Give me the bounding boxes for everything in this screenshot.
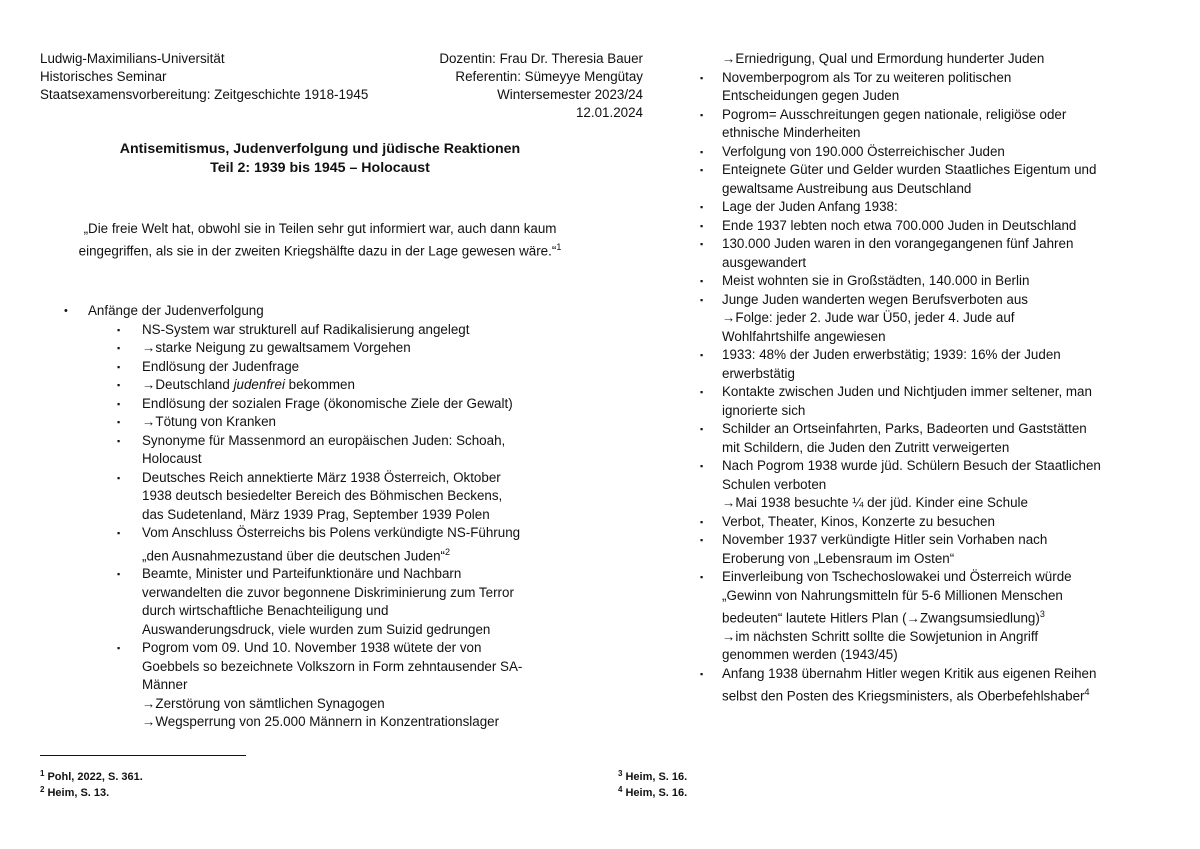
bullet-square-icon: ▪: [700, 294, 704, 305]
left-column: [40, 302, 640, 732]
list-item: ▪ Ende 1937 lebten noch etwa 700.000 Juden in Deutschland: [700, 217, 1180, 236]
bullet-square-icon: ▪: [700, 461, 704, 471]
list-item-continuation: →Erniedrigung, Qual und Ermordung hunderter Juden: [722, 51, 1045, 66]
list-item: ▪ Enteignete Güter und Gelder wurden Staatliches Eigentum und gewaltsame Austreibung aus Deutschland: [700, 162, 1097, 196]
list-item: ▪ →Deutschland judenfrei bekommen: [40, 376, 640, 395]
bullet-square-icon: ▪: [117, 472, 121, 483]
list-item: ▪ Meist wohnten sie in Großstädten, 140.000 in Berlin: [700, 272, 1180, 291]
presenter: Referentin: Sümeyye Mengütay: [455, 69, 643, 84]
footnote-3: $^3$ Heim, S. 16.: [618, 769, 688, 783]
footnote-ref-4: 4: [1084, 687, 1090, 698]
bullet-square-icon: ▪: [700, 276, 704, 286]
list-item: ▪ →starke Neigung zu gewaltsamem Vorgehen: [40, 339, 640, 358]
department-name: Historisches Seminar: [40, 69, 167, 84]
university-name: Ludwig-Maximilians-Universität: [40, 51, 225, 66]
semester: Wintersemester 2023/24: [497, 87, 643, 102]
list-item: ▪ November 1937 verkündigte Hitler sein Vorhaben nach Eroberung von „Lebensraum im Osten“: [700, 532, 1048, 566]
lecturer: Dozentin: Frau Dr. Theresia Bauer: [439, 51, 643, 66]
footnote-ref-2: 2: [445, 546, 451, 557]
list-item: ▪ Novemberpogrom als Tor zu weiteren politischen Entscheidungen gegen Juden: [700, 69, 1012, 103]
title-line-1: Antisemitismus, Judenverfolgung und jüdische Reaktionen: [119, 141, 521, 157]
footnote-ref-1: 1: [556, 242, 562, 252]
bullet-square-icon: ▪: [117, 528, 121, 538]
bullet-square-icon: ▪: [117, 361, 121, 372]
bullet-square-icon: ▪: [700, 202, 704, 212]
list-item: ▪ Lage der Juden Anfang 1938:: [700, 198, 1180, 217]
list-item: ▪ Nach Pogrom 1938 wurde jüd. Schülern Besuch der Staatlichen Schulen verboten →Mai 1938 besuchte ¼ der jüd. Kinder eine Schule: [700, 458, 1101, 510]
bullet-square-icon: ▪: [700, 109, 704, 120]
list-item: ▪ 1933: 48% der Juden erwerbstätig; 1939: 16% der Juden erwerbstätig: [700, 347, 1061, 381]
list-item: ▪ Endlösung der sozialen Frage (ökonomische Ziele der Gewalt): [40, 395, 640, 414]
bullet-square-icon: ▪: [700, 165, 704, 175]
bullet-square-icon: ▪: [117, 435, 121, 446]
header-left: [40, 50, 368, 104]
bullet-square-icon: ▪: [700, 220, 704, 231]
list-item: ▪ Verbot, Theater, Kinos, Konzerte zu besuchen: [700, 513, 1180, 532]
list-item: ▪ Endlösung der Judenfrage: [40, 358, 640, 377]
document-title: [40, 140, 600, 178]
date: 12.01.2024: [575, 105, 643, 120]
bullet-square-icon: ▪: [117, 380, 121, 390]
bullet-square-icon: ▪: [700, 146, 704, 157]
list-item: ▪ Pogrom vom 09. Und 10. November 1938 wütete der von Goebbels so bezeichnete Volkszorn in Form zehntausender SA- Männer →Zerstörung von sämtlichen Synagogen →Wegsperrung von 25.000 Männern in Konzentrationslager: [117, 640, 523, 730]
right-column: [700, 50, 1180, 706]
list-item: ▪ Beamte, Minister und Parteifunktionäre und Nachbarn verwandelten die zuvor begonnene Diskriminierung zum Terror durch wirtschaftliche Benachteiligung und Auswanderungsdruck, viele wurden zum Suizid gedrungen: [117, 566, 514, 637]
list-item: ▪ →Tötung von Kranken: [40, 413, 640, 432]
list-item: ▪ Junge Juden wanderten wegen Berufsverboten aus →Folge: jeder 2. Jude war Ü50, jeder 4. Jude auf Wohlfahrtshilfe angewiesen: [700, 291, 1028, 344]
bullet-square-icon: ▪: [700, 72, 704, 83]
bullet-square-icon: ▪: [700, 535, 704, 545]
bullet-square-icon: ▪: [117, 398, 121, 409]
bullet-square-icon: ▪: [117, 417, 121, 427]
list-item: ▪ Anfang 1938 übernahm Hitler wegen Kritik aus eigenen Reihen selbst den Posten des Kriegsministers, als Oberbefehlshaber$^4$: [700, 665, 1097, 704]
list-item: ▪ Verfolgung von 190.000 Österreichischer Juden: [700, 143, 1180, 162]
list-item: ▪ NS-System war strukturell auf Radikalisierung angelegt: [40, 321, 640, 340]
footnote-1: $^1$ Pohl, 2022, S. 361.: [40, 769, 143, 783]
section-heading: • Anfänge der Judenverfolgung: [40, 302, 640, 321]
bullet-square-icon: ▪: [700, 387, 704, 397]
bullet-square-icon: ▪: [700, 424, 704, 434]
bullet-square-icon: ▪: [700, 350, 704, 360]
bullet-square-icon: ▪: [117, 343, 121, 353]
footnote-ref-3: 3: [1039, 609, 1045, 619]
bullet-square-icon: ▪: [117, 643, 121, 654]
list-item: ▪ Pogrom= Ausschreitungen gegen nationale, religiöse oder ethnische Minderheiten: [700, 106, 1067, 140]
quote-text: „Die freie Welt hat, obwohl sie in Teilen sehr gut informiert war, auch dann kaum eingegriffen, als sie in der zweiten Kriegshälfte dazu in der Lage gewesen wäre.“: [78, 221, 557, 259]
list-item: ▪ Deutsches Reich annektierte März 1938 Österreich, Oktober 1938 deutsch besiedelter Bereich des Böhmischen Beckens, das Sudetenland, März 1939 Prag, September 1939 Polen: [117, 469, 503, 522]
header-right: [400, 50, 643, 122]
bullet-square-icon: ▪: [700, 516, 704, 527]
footnote-4: $^4$ Heim, S. 16.: [618, 785, 688, 799]
bullet-square-icon: ▪: [117, 569, 121, 580]
bullet-square-icon: ▪: [700, 668, 704, 679]
course-name: Staatsexamensvorbereitung: Zeitgeschichte 1918-1945: [40, 87, 369, 102]
bullet-square-icon: ▪: [700, 239, 704, 249]
bullet-round-icon: •: [64, 305, 68, 317]
list-item: ▪ Kontakte zwischen Juden und Nichtjuden immer seltener, man ignorierte sich: [700, 384, 1092, 418]
footnote-2: $^2$ Heim, S. 13.: [40, 785, 110, 799]
list-item: ▪ Einverleibung von Tschechoslowakei und Österreich würde „Gewinn von Nahrungsmitteln für 5-6 Millionen Menschen bedeuten“ lautete Hitlers Plan (→Zwangsumsiedlung)$^3$ →im nächsten Schritt sollte die Sowjetunion in Angriff genommen werden (1943/45): [700, 569, 1072, 663]
bullet-square-icon: ▪: [700, 572, 704, 582]
list-item: ▪ Vom Anschluss Österreichs bis Polens verkündigte NS-Führung „den Ausnahmezustand über die deutschen Juden“$^2$: [117, 525, 521, 563]
list-item: ▪ 130.000 Juden waren in den vorangegangenen fünf Jahren ausgewandert: [700, 236, 1074, 270]
epigraph-quote: [60, 219, 580, 260]
title-line-2: Teil 2: 1939 bis 1945 – Holocaust: [210, 160, 430, 176]
list-item: ▪ Schilder an Ortseinfahrten, Parks, Badeorten und Gaststätten mit Schildern, die Juden den Zutritt verweigerten: [700, 421, 1087, 455]
footnote-separator: [40, 755, 246, 756]
list-item: ▪ Synonyme für Massenmord an europäischen Juden: Schoah, Holocaust: [117, 432, 506, 466]
bullet-square-icon: ▪: [117, 324, 121, 335]
